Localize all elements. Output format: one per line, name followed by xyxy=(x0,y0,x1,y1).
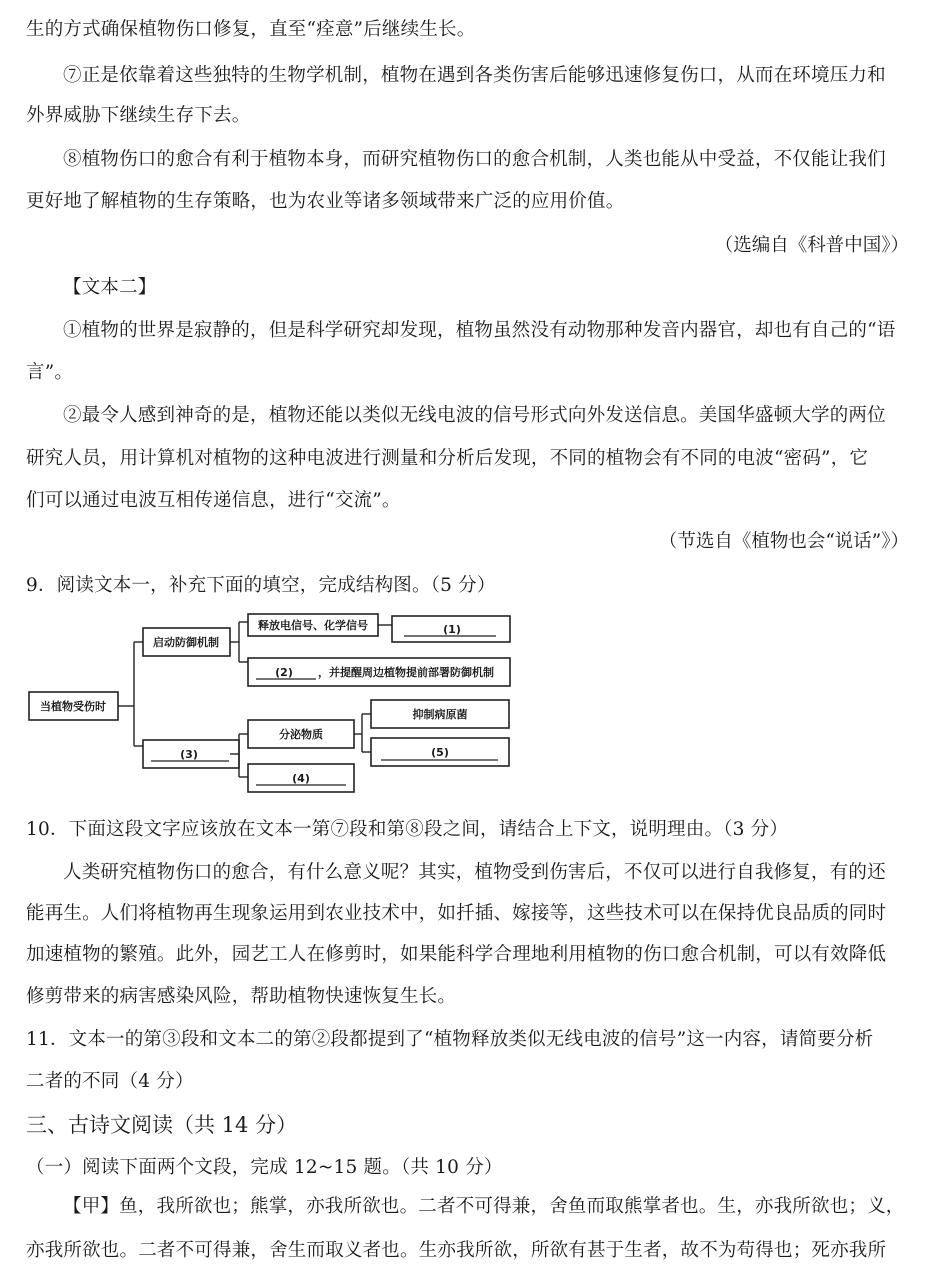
diagram-branch1-label: 启动防御机制 xyxy=(153,636,219,649)
section-heading-text2: 【文本二】 xyxy=(63,277,157,298)
diagram-branch1-child2-label: ，并提醒周边植物提前部署防御机制 xyxy=(318,666,494,679)
source-citation-1: （选编自《科普中国》） xyxy=(714,235,909,256)
question-11-line-2: 二者的不同（4 分） xyxy=(26,1071,194,1092)
text-line-1: 生的方式确保植物伤口修复，直至“痊意”后继续生长。 xyxy=(26,19,476,40)
text2-paragraph-2-line-3: 们可以通过电波互相传递信息，进行“交流”。 xyxy=(26,490,401,511)
text2-paragraph-2-line-2: 研究人员，用计算机对植物的这种电波进行测量和分析后发现，不同的植物会有不同的电波“密码”，它 xyxy=(26,448,869,469)
diagram-inhibit-label: 抑制病原菌 xyxy=(412,708,468,721)
question-11-line-1: 11．文本一的第③段和文本二的第②段都提到了“植物释放类似无线电波的信号”这一内容，请简要分析 xyxy=(26,1029,874,1050)
paragraph-7-line-2: 外界威胁下继续生存下去。 xyxy=(26,105,251,126)
paragraph-7-line-1: ⑦正是依靠着这些独特的生物学机制，植物在遇到各类伤害后能够迅速修复伤口，从而在环境压力和 xyxy=(63,65,886,86)
q10-passage-line-2: 能再生。人们将植物再生现象运用到农业技术中，如扦插、嫁接等，这些技术可以在保持优良品质的同时 xyxy=(26,903,887,924)
source-citation-2: （节选自《植物也会“说话”》） xyxy=(658,531,909,552)
paragraph-8-line-1: ⑧植物伤口的愈合有利于植物本身，而研究植物伤口的愈合机制，人类也能从中受益，不仅能让我们 xyxy=(63,149,886,170)
diagram-blank-5-label: (5) xyxy=(431,746,449,759)
text2-paragraph-2-line-1: ②最令人感到神奇的是，植物还能以类似无线电波的信号形式向外发送信息。美国华盛顿大学的两位 xyxy=(63,405,886,426)
question-9: 9．阅读文本一，补充下面的填空，完成结构图。（5 分） xyxy=(26,575,496,596)
paragraph-8-line-2: 更好地了解植物的生存策略，也为农业等诸多领域带来广泛的应用价值。 xyxy=(26,191,625,212)
diagram-secrete-label: 分泌物质 xyxy=(279,728,323,741)
classical-text-jia-line-1: 【甲】鱼，我所欲也；熊掌，亦我所欲也。二者不可得兼，舍鱼而取熊掌者也。生，亦我所欲也；义， xyxy=(63,1196,905,1217)
text2-paragraph-1-line-1: ①植物的世界是寂静的，但是科学研究却发现，植物虽然没有动物那种发音内器官，却也有自己的“语 xyxy=(63,320,896,341)
subsection-1-instruction: （一）阅读下面两个文段，完成 12~15 题。（共 10 分） xyxy=(26,1157,503,1178)
structure-diagram xyxy=(26,612,516,802)
q10-passage-line-1: 人类研究植物伤口的愈合，有什么意义呢？其实，植物受到伤害后，不仅可以进行自我修复，有的还 xyxy=(63,862,886,883)
diagram-blank-3-label: (3) xyxy=(180,748,198,761)
q10-passage-line-3: 加速植物的繁殖。此外，园艺工人在修剪时，如果能科学合理地利用植物的伤口愈合机制，可以有效降低 xyxy=(26,944,887,965)
diagram-blank-2-label: (2) xyxy=(275,666,293,679)
question-10: 10．下面这段文字应该放在文本一第⑦段和第⑧段之间，请结合上下文，说明理由。（3 分） xyxy=(26,819,789,840)
diagram-blank-4-label: (4) xyxy=(292,772,310,785)
section-3-heading: 三、古诗文阅读（共 14 分） xyxy=(26,1113,298,1137)
diagram-signal-label: 释放电信号、化学信号 xyxy=(258,619,368,632)
text2-paragraph-1-line-2: 言”。 xyxy=(26,362,74,383)
diagram-blank-1-label: (1) xyxy=(443,623,461,636)
q10-passage-line-4: 修剪带来的病害感染风险，帮助植物快速恢复生长。 xyxy=(26,986,457,1007)
classical-text-jia-line-2: 亦我所欲也。二者不可得兼，舍生而取义者也。生亦我所欲，所欲有甚于生者，故不为苟得也；死亦我所 xyxy=(26,1240,887,1261)
diagram-root-label: 当植物受伤时 xyxy=(40,700,106,713)
